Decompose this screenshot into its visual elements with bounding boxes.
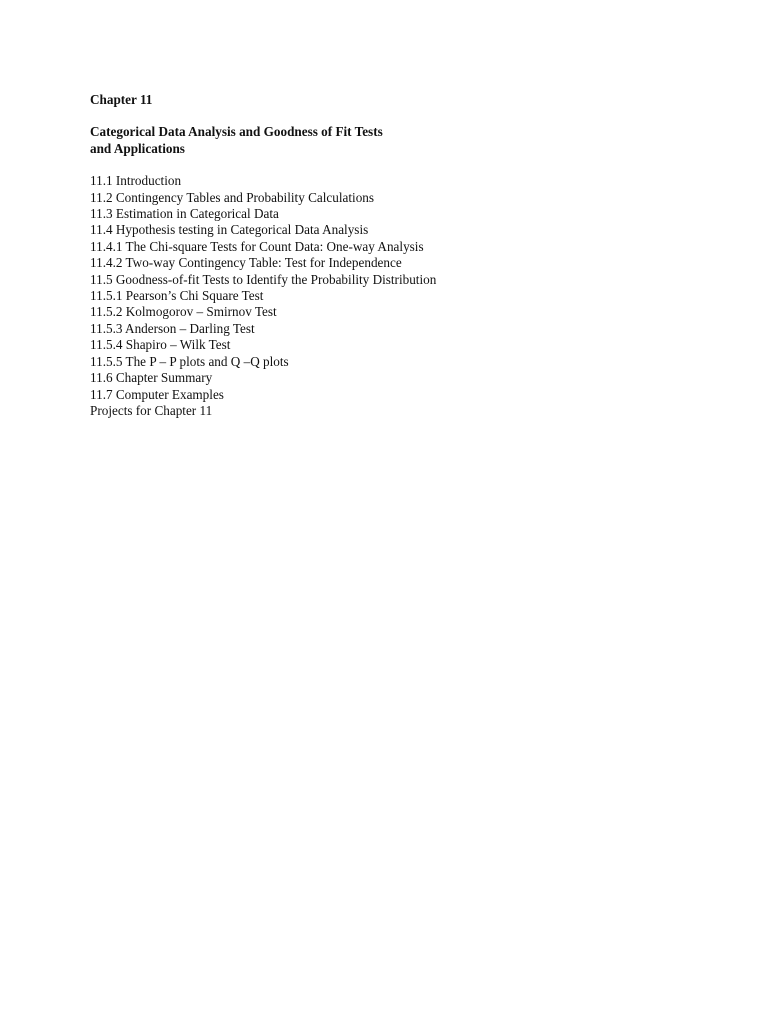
toc-entry: 11.5.5 The P – P plots and Q –Q plots — [90, 353, 289, 369]
toc-entry: 11.5.1 Pearson’s Chi Square Test — [90, 288, 264, 304]
table-of-contents — [90, 173, 730, 419]
toc-entry: 11.1 Introduction — [90, 173, 182, 189]
toc-entry: 11.5 Goodness-of-fit Tests to Identify the Probability Distribution — [90, 271, 437, 287]
toc-entry: 11.2 Contingency Tables and Probability Calculations — [90, 189, 375, 205]
chapter-label: Chapter 11 — [90, 92, 153, 107]
chapter-title-line: Categorical Data Analysis and Goodness of Fit Tests — [90, 124, 383, 140]
toc-entry: 11.4 Hypothesis testing in Categorical Data Analysis — [90, 222, 369, 238]
toc-entry: 11.4.2 Two-way Contingency Table: Test for Independence — [90, 255, 402, 271]
toc-entry: Projects for Chapter 11 — [90, 402, 213, 418]
chapter-title — [90, 124, 730, 157]
toc-entry: 11.7 Computer Examples — [90, 386, 224, 402]
toc-entry: 11.5.3 Anderson – Darling Test — [90, 320, 255, 336]
toc-entry: 11.3 Estimation in Categorical Data — [90, 206, 279, 222]
toc-entry: 11.4.1 The Chi-square Tests for Count Data: One-way Analysis — [90, 238, 424, 254]
toc-entry: 11.5.4 Shapiro – Wilk Test — [90, 337, 231, 353]
chapter-title-line: and Applications — [90, 140, 185, 156]
document-content — [90, 92, 730, 419]
toc-entry: 11.6 Chapter Summary — [90, 370, 213, 386]
toc-entry: 11.5.2 Kolmogorov – Smirnov Test — [90, 304, 277, 320]
